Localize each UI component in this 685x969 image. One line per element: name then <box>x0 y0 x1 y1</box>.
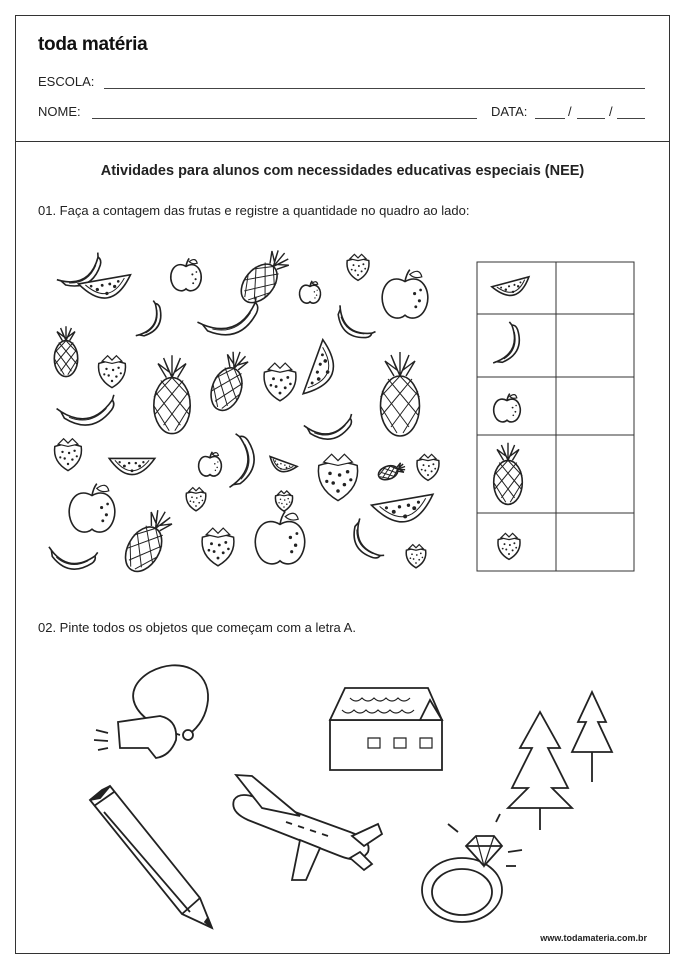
strawberry-icon <box>406 545 426 568</box>
apple-icon <box>69 484 115 532</box>
strawberry-icon <box>417 454 439 480</box>
apple-icon <box>300 281 321 303</box>
name-label: NOME: <box>38 104 81 119</box>
watermelon-icon <box>267 457 298 476</box>
pencil-icon[interactable] <box>90 786 212 928</box>
pineapple-icon <box>381 352 420 436</box>
apple-icon <box>199 452 222 476</box>
count-cell-banana[interactable] <box>557 315 633 376</box>
banana-icon <box>56 395 118 430</box>
whistle-icon[interactable] <box>94 665 208 758</box>
strawberry-icon <box>318 454 357 500</box>
house-icon[interactable] <box>330 688 442 770</box>
banana-icon <box>330 303 376 346</box>
strawberry-icon <box>55 439 82 471</box>
question-2-text: 02. Pinte todos os objetos que começam com a letra A. <box>38 620 356 635</box>
date-separator: / <box>609 104 613 119</box>
pineapple-icon <box>54 326 77 376</box>
banana-icon <box>346 517 384 565</box>
watermelon-icon <box>303 340 342 401</box>
count-cell-pineapple[interactable] <box>557 436 633 512</box>
table-apple-icon <box>494 394 521 422</box>
pineapple-icon <box>234 244 296 310</box>
strawberry-icon <box>347 254 369 280</box>
strawberry-icon <box>186 488 206 511</box>
fruit-collage <box>46 244 439 578</box>
banana-icon <box>46 544 98 573</box>
table-watermelon-icon <box>492 277 533 300</box>
pineapple-icon <box>154 355 190 433</box>
count-cell-watermelon[interactable] <box>557 263 633 313</box>
pineapple-icon <box>377 460 408 482</box>
banana-icon <box>134 301 168 343</box>
count-cell-strawberry[interactable] <box>557 514 633 570</box>
page-title: Atividades para alunos com necessidades educativas especiais (NEE) <box>100 163 585 179</box>
website-url: www.todamateria.com.br <box>540 933 647 943</box>
strawberry-icon <box>264 363 296 401</box>
apple-icon <box>255 511 304 564</box>
watermelon-icon <box>109 458 155 474</box>
watermelon-icon <box>371 494 436 527</box>
apple-icon <box>171 258 201 290</box>
pineapple-icon <box>118 504 179 578</box>
banana-icon <box>303 414 355 443</box>
pineapple-icon <box>206 347 254 415</box>
table-banana-icon <box>491 322 527 370</box>
apple-icon <box>382 270 428 318</box>
pine-trees-icon[interactable] <box>508 692 612 830</box>
ring-icon[interactable] <box>422 814 522 922</box>
airplane-icon[interactable] <box>233 775 382 880</box>
count-cell-apple[interactable] <box>557 378 633 434</box>
strawberry-icon <box>99 356 126 388</box>
date-separator: / <box>568 104 572 119</box>
logo: toda matéria <box>38 34 148 55</box>
date-label: DATA: <box>491 104 528 119</box>
strawberry-icon <box>275 491 292 511</box>
table-pineapple-icon <box>494 443 523 505</box>
question-1-text: 01. Faça a contagem das frutas e registre a quantidade no quadro ao lado: <box>38 203 470 218</box>
table-strawberry-icon <box>498 533 520 559</box>
strawberry-icon <box>202 528 234 566</box>
school-label: ESCOLA: <box>38 74 95 89</box>
banana-icon <box>226 434 258 491</box>
banana-icon <box>196 297 265 344</box>
